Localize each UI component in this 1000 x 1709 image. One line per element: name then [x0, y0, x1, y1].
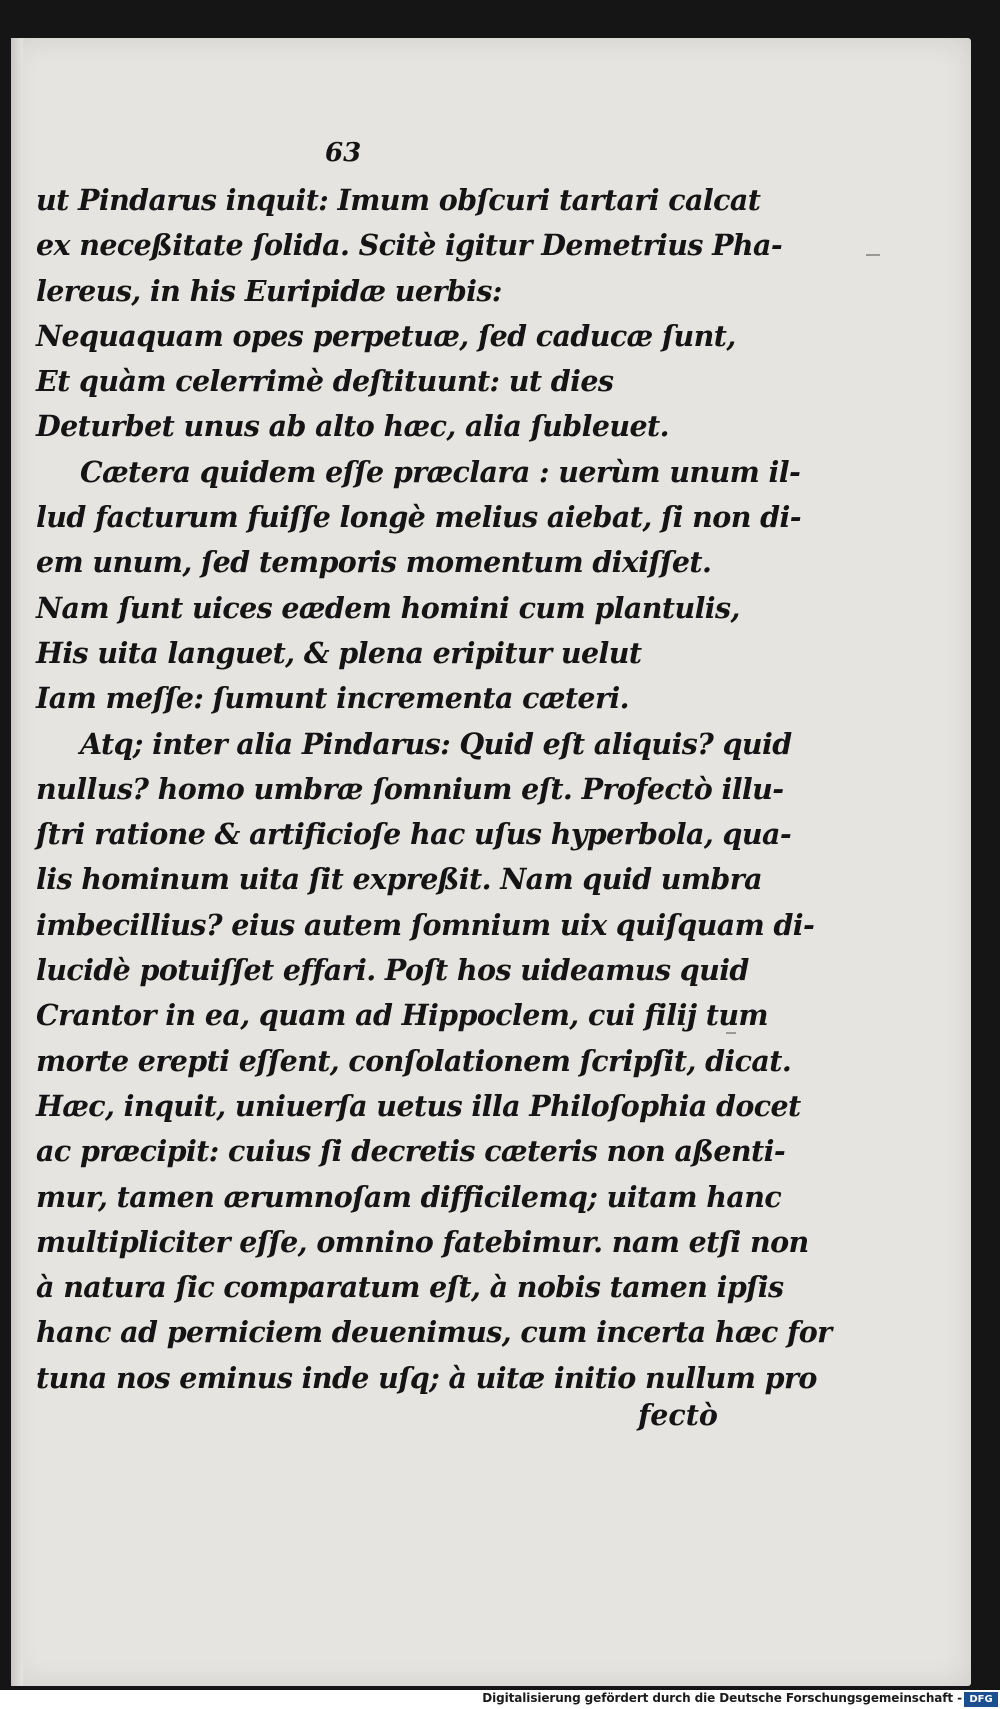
- text-line: hanc ad perniciem deuenimus, cum incerta hæc for: [36, 1315, 832, 1350]
- text-line: Nequaquam opes perpetuæ, ſed caducæ ſunt,: [36, 318, 736, 353]
- text-line: ex neceßitate ſolida. Scitè igitur Demetrius Pha-: [36, 228, 783, 263]
- page-gutter: [11, 38, 23, 1686]
- text-line: morte erepti eſſent, conſolationem ſcripſit, dicat.: [36, 1043, 792, 1078]
- text-line: lucidè potuiſſet effari. Poſt hos uideamus quid: [36, 953, 749, 988]
- text-line: ut Pindarus inquit: Imum obſcuri tartari calcat: [36, 183, 761, 217]
- text-line: tuna nos eminus inde uſq; à uitæ initio nullum pro: [36, 1360, 817, 1395]
- text-line: ac præcipit: cuius ſi decretis cæteris non aßenti-: [36, 1134, 786, 1169]
- catchword: fectò: [638, 1398, 718, 1432]
- text-line: Nam ſunt uices eædem homini cum plantulis,: [36, 590, 740, 625]
- page-number: 63: [325, 138, 362, 168]
- text-line: mur, tamen ærumnoſam difficilemq; uitam hanc: [36, 1179, 782, 1214]
- text-line: multipliciter eſſe, omnino fatebimur. nam etſi non: [36, 1224, 809, 1259]
- margin-mark: [866, 254, 880, 256]
- text-line: imbecillius? eius autem ſomnium uix quiſquam di-: [36, 907, 815, 942]
- text-line: Hæc, inquit, uniuerſa uetus illa Philoſophia docet: [36, 1088, 801, 1123]
- text-line: à natura ſic comparatum eſt, à nobis tamen ipſis: [36, 1270, 784, 1305]
- text-line: lereus, in his Euripidæ uerbis:: [36, 273, 502, 308]
- text-line: Atq; inter alia Pindarus: Quid eſt aliquis? quid: [80, 726, 792, 761]
- text-line: His uita languet, & plena eripitur uelut: [36, 635, 642, 670]
- text-line: lud facturum fuiſſe longè melius aiebat, ſi non di-: [36, 500, 801, 535]
- text-line: Iam meſſe: ſumunt incrementa cæteri.: [36, 681, 629, 716]
- text-line: Crantor in ea, quam ad Hippoclem, cui filij tum: [36, 998, 768, 1033]
- footer-credit: Digitalisierung gefördert durch die Deutsche Forschungsgemeinschaft -: [482, 1691, 962, 1705]
- text-line: nullus? homo umbræ ſomnium eſt. Profectò illu-: [36, 771, 784, 806]
- dfg-logo: DFG: [964, 1692, 998, 1707]
- text-line: Deturbet unus ab alto hæc, alia ſubleuet.: [36, 409, 669, 444]
- footer: [0, 1690, 1000, 1709]
- text-line: ſtri ratione & artificioſe hac uſus hyperbola, qua-: [36, 817, 792, 852]
- text-line: lis hominum uita ſit expreßit. Nam quid umbra: [36, 862, 763, 897]
- text-line: Cætera quidem eſſe præclara : uerùm unum il-: [80, 454, 801, 489]
- text-line: em unum, ſed temporis momentum dixiſſet.: [36, 545, 712, 580]
- text-line: Et quàm celerrimè deſtituunt: ut dies: [36, 364, 614, 399]
- margin-mark: [726, 1032, 736, 1034]
- page-text: [36, 178, 832, 1401]
